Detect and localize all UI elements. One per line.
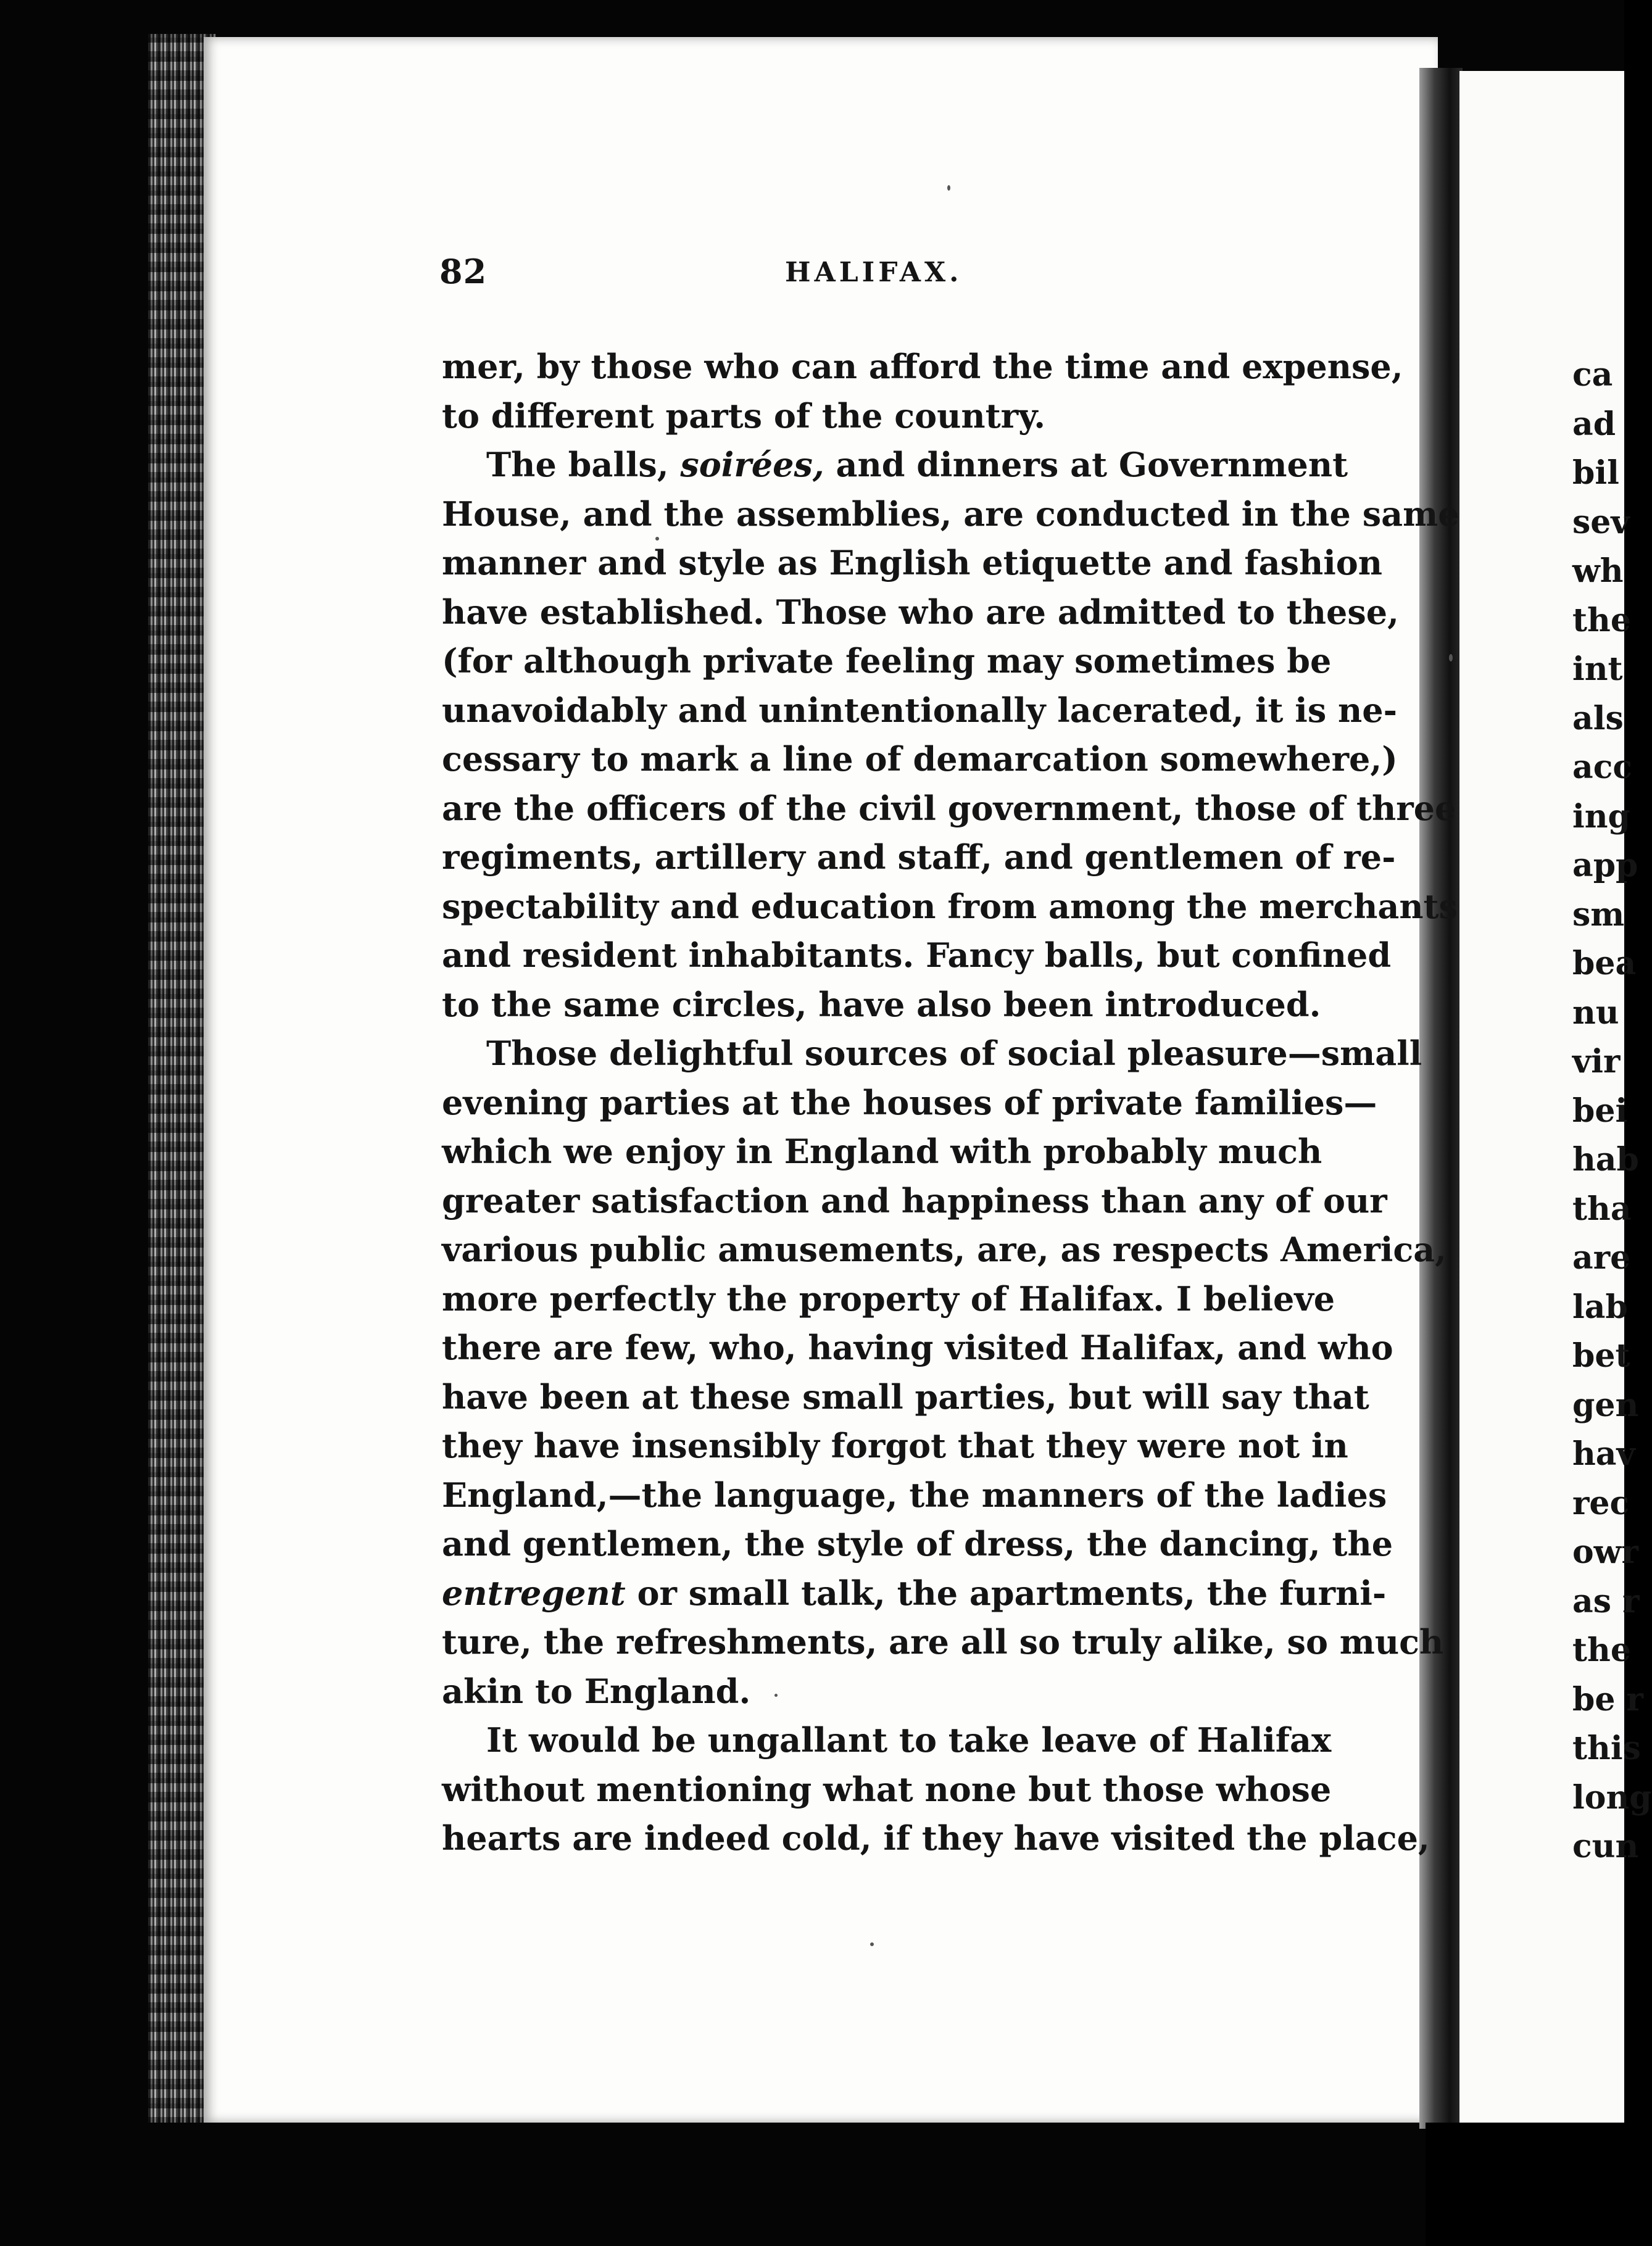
facing-page-text — [1572, 350, 1652, 1871]
text-line: cessary to mark a line of demarcation somewhere,) — [442, 739, 1398, 779]
facing-line: bea — [1572, 945, 1637, 982]
facing-line: sev — [1572, 503, 1630, 541]
text-line: akin to England. — [442, 1671, 751, 1711]
text-line: ture, the refreshments, are all so truly alike, so much — [442, 1622, 1444, 1662]
running-header — [439, 252, 963, 295]
italic-term: soirées, — [680, 445, 824, 484]
text-line: spectability and education from among the merchants — [442, 886, 1458, 926]
text-line: It would be ungallant to take leave of Halifax — [486, 1720, 1332, 1760]
text-line: have established. Those who are admitted to these, — [442, 592, 1399, 632]
facing-line: hav — [1572, 1435, 1635, 1473]
facing-line: rec — [1572, 1484, 1630, 1522]
scan-speck — [1449, 654, 1453, 661]
facing-line: bei — [1572, 1092, 1628, 1130]
facing-line: long — [1572, 1778, 1652, 1817]
facing-line: wh — [1572, 552, 1624, 590]
scan-speck — [870, 1942, 874, 1946]
body-text — [442, 342, 1459, 1863]
text-line: (for although private feeling may sometimes be — [442, 641, 1332, 681]
text-line: England,—the language, the manners of the ladies — [442, 1475, 1387, 1515]
facing-line: ad — [1572, 405, 1616, 443]
facing-line: as r — [1572, 1582, 1640, 1620]
facing-line: int — [1572, 650, 1623, 688]
facing-line: gen — [1572, 1386, 1639, 1424]
scan-speck — [947, 185, 950, 191]
text-line: are the officers of the civil government, those of three — [442, 788, 1456, 828]
text-line: they have insensibly forgot that they were not in — [442, 1426, 1348, 1465]
facing-line: this — [1572, 1730, 1641, 1767]
facing-line: ca — [1572, 356, 1613, 394]
scan-speck — [655, 537, 659, 541]
text-line: which we enjoy in England with probably much — [442, 1132, 1322, 1171]
facing-line: be r — [1572, 1680, 1643, 1718]
facing-line: sm — [1572, 895, 1625, 934]
scan-speck — [774, 1694, 778, 1697]
text-line: without mentioning what none but those whose — [442, 1769, 1332, 1809]
page-number: 82 — [439, 252, 488, 291]
text-line: manner and style as English etiquette and fashion — [442, 543, 1383, 582]
facing-line: acc — [1572, 748, 1633, 786]
facing-line: the — [1572, 1631, 1631, 1669]
text-line: have been at these small parties, but will say that — [442, 1377, 1369, 1417]
text-line: and resident inhabitants. Fancy balls, but confined — [442, 935, 1392, 975]
text-line: entregent or small talk, the apartments, the furni- — [442, 1573, 1387, 1613]
text-line: regiments, artillery and staff, and gentlemen of re- — [442, 837, 1396, 877]
text-line: evening parties at the houses of private families— — [442, 1082, 1377, 1122]
text-line: greater satisfaction and happiness than any of our — [442, 1180, 1387, 1220]
text-line: to different parts of the country. — [442, 396, 1046, 436]
facing-line: als — [1572, 699, 1624, 737]
facing-line: are — [1572, 1239, 1631, 1277]
facing-line: nu — [1572, 993, 1619, 1032]
text-line: The balls, soirées, and dinners at Government — [486, 445, 1348, 484]
text-line: to the same circles, have also been introduced. — [442, 984, 1321, 1024]
facing-line: vir — [1572, 1043, 1621, 1080]
text-line: House, and the assemblies, are conducted in the same — [442, 494, 1459, 534]
text-line: unavoidably and unintentionally lacerated, it is ne- — [442, 690, 1398, 730]
facing-line: cun — [1572, 1828, 1639, 1865]
text-line: more perfectly the property of Halifax. I believe — [442, 1278, 1335, 1319]
facing-line: tha — [1572, 1190, 1632, 1228]
facing-line: ing — [1572, 797, 1630, 835]
text-line: hearts are indeed cold, if they have visited the place, — [442, 1818, 1430, 1858]
running-title: HALIFAX. — [785, 257, 963, 288]
facing-line: bet — [1572, 1337, 1630, 1375]
facing-line: lab — [1572, 1288, 1628, 1326]
facing-line: app — [1572, 847, 1638, 884]
facing-line: bil — [1572, 454, 1619, 492]
text-line: Those delightful sources of social pleasure—small — [486, 1034, 1422, 1073]
text-line: there are few, who, having visited Halifax, and who — [442, 1328, 1393, 1367]
facing-line: owr — [1572, 1533, 1638, 1571]
text-line: and gentlemen, the style of dress, the dancing, the — [442, 1524, 1393, 1564]
italic-term: entregent — [442, 1573, 626, 1613]
facing-line: the — [1572, 601, 1631, 639]
facing-line: hab — [1572, 1141, 1639, 1179]
text-line: various public amusements, are, as respects America, — [442, 1230, 1447, 1269]
text-line: mer, by those who can afford the time and expense, — [442, 347, 1403, 386]
scan-corner-shadow — [1426, 2123, 1624, 2246]
